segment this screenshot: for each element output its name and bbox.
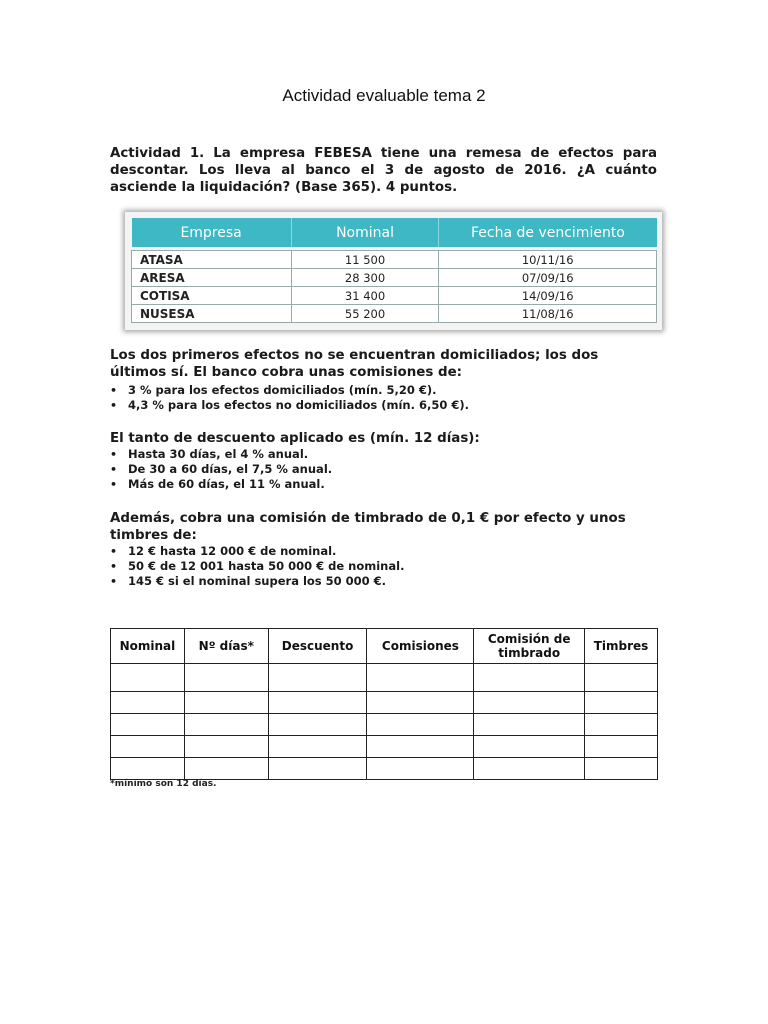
cell-nominal: 31 400 bbox=[291, 287, 439, 305]
table-row bbox=[132, 251, 657, 269]
header-comisiones: Comisiones bbox=[367, 629, 474, 664]
table-row bbox=[111, 758, 658, 780]
header-nominal: Nominal bbox=[111, 629, 185, 664]
empty-cell bbox=[474, 736, 585, 758]
commissions-list bbox=[110, 383, 670, 413]
cell-empresa: ATASA bbox=[132, 251, 292, 269]
empty-cell bbox=[184, 758, 268, 780]
cell-empresa: COTISA bbox=[132, 287, 292, 305]
stamps-intro: Además, cobra una comisión de timbrado de 0,1 € por efecto y unos timbres de: bbox=[110, 511, 626, 543]
empty-cell bbox=[585, 692, 658, 714]
cell-fecha: 10/11/16 bbox=[439, 251, 657, 269]
header-dias: Nº días* bbox=[184, 629, 268, 664]
cell-nominal: 28 300 bbox=[291, 269, 439, 287]
list-item: • Más de 60 días, el 11 % anual. bbox=[110, 477, 670, 492]
commissions-intro: Los dos primeros efectos no se encuentran domiciliados; los dos últimos sí. El banco cobra unas comisiones de: bbox=[110, 348, 599, 380]
cell-fecha: 11/08/16 bbox=[439, 305, 657, 323]
empty-cell bbox=[184, 664, 268, 692]
page-title: Actividad evaluable tema 2 bbox=[282, 86, 486, 105]
empty-cell bbox=[367, 736, 474, 758]
empty-cell bbox=[367, 692, 474, 714]
empty-cell bbox=[268, 664, 367, 692]
empty-cell bbox=[268, 736, 367, 758]
empty-cell bbox=[474, 714, 585, 736]
empty-cell bbox=[585, 664, 658, 692]
list-item: • Hasta 30 días, el 4 % anual. bbox=[110, 447, 670, 462]
list-item: • 4,3 % para los efectos no domiciliados (mín. 6,50 €). bbox=[110, 398, 670, 413]
header-empresa: Empresa bbox=[132, 218, 292, 247]
empty-cell bbox=[268, 758, 367, 780]
empty-cell bbox=[367, 664, 474, 692]
empty-cell bbox=[474, 692, 585, 714]
empty-cell bbox=[184, 692, 268, 714]
cell-empresa: NUSESA bbox=[132, 305, 292, 323]
table-row bbox=[132, 305, 657, 323]
list-item: • 3 % para los efectos domiciliados (mín. 5,20 €). bbox=[110, 383, 670, 398]
effects-table-image bbox=[125, 212, 662, 330]
header-descuento: Descuento bbox=[268, 629, 367, 664]
table-row bbox=[111, 692, 658, 714]
header-comision-timbrado: Comisión de timbrado bbox=[474, 629, 585, 664]
cell-nominal: 55 200 bbox=[291, 305, 439, 323]
footnote: *mínimo son 12 días. bbox=[110, 779, 217, 789]
list-item: • De 30 a 60 días, el 7,5 % anual. bbox=[110, 462, 670, 477]
empty-cell bbox=[184, 714, 268, 736]
empty-cell bbox=[585, 714, 658, 736]
cell-empresa: ARESA bbox=[132, 269, 292, 287]
empty-cell bbox=[268, 714, 367, 736]
table-row bbox=[132, 269, 657, 287]
header-timbres: Timbres bbox=[585, 629, 658, 664]
header-nominal: Nominal bbox=[291, 218, 439, 247]
cell-nominal: 11 500 bbox=[291, 251, 439, 269]
table-row bbox=[111, 736, 658, 758]
empty-cell bbox=[111, 692, 185, 714]
empty-cell bbox=[184, 736, 268, 758]
discount-list bbox=[110, 447, 670, 492]
empty-cell bbox=[474, 758, 585, 780]
table-row bbox=[132, 287, 657, 305]
empty-cell bbox=[585, 758, 658, 780]
empty-cell bbox=[111, 758, 185, 780]
empty-cell bbox=[474, 664, 585, 692]
empty-cell bbox=[111, 714, 185, 736]
activity-intro: Actividad 1. La empresa FEBESA tiene una remesa de efectos para descontar. Los lleva al banco el 3 de agosto de 2016. ¿A cuánto asciende la liquidación? (Base 365). 4 puntos. bbox=[110, 146, 657, 195]
empty-cell bbox=[367, 758, 474, 780]
empty-cell bbox=[111, 736, 185, 758]
empty-cell bbox=[585, 736, 658, 758]
discount-intro: El tanto de descuento aplicado es (mín. 12 días): bbox=[110, 431, 480, 446]
empty-cell bbox=[111, 664, 185, 692]
header-fecha-vencimiento: Fecha de vencimiento bbox=[439, 218, 657, 247]
table-row bbox=[111, 664, 658, 692]
list-item: • 50 € de 12 001 hasta 50 000 € de nominal. bbox=[110, 559, 670, 574]
empty-cell bbox=[268, 692, 367, 714]
stamps-list bbox=[110, 544, 670, 589]
list-item: • 145 € si el nominal supera los 50 000 €. bbox=[110, 574, 670, 589]
empty-cell bbox=[367, 714, 474, 736]
table-row bbox=[111, 714, 658, 736]
list-item: • 12 € hasta 12 000 € de nominal. bbox=[110, 544, 670, 559]
cell-fecha: 14/09/16 bbox=[439, 287, 657, 305]
effects-table bbox=[131, 218, 657, 323]
cell-fecha: 07/09/16 bbox=[439, 269, 657, 287]
answer-table bbox=[110, 628, 658, 780]
